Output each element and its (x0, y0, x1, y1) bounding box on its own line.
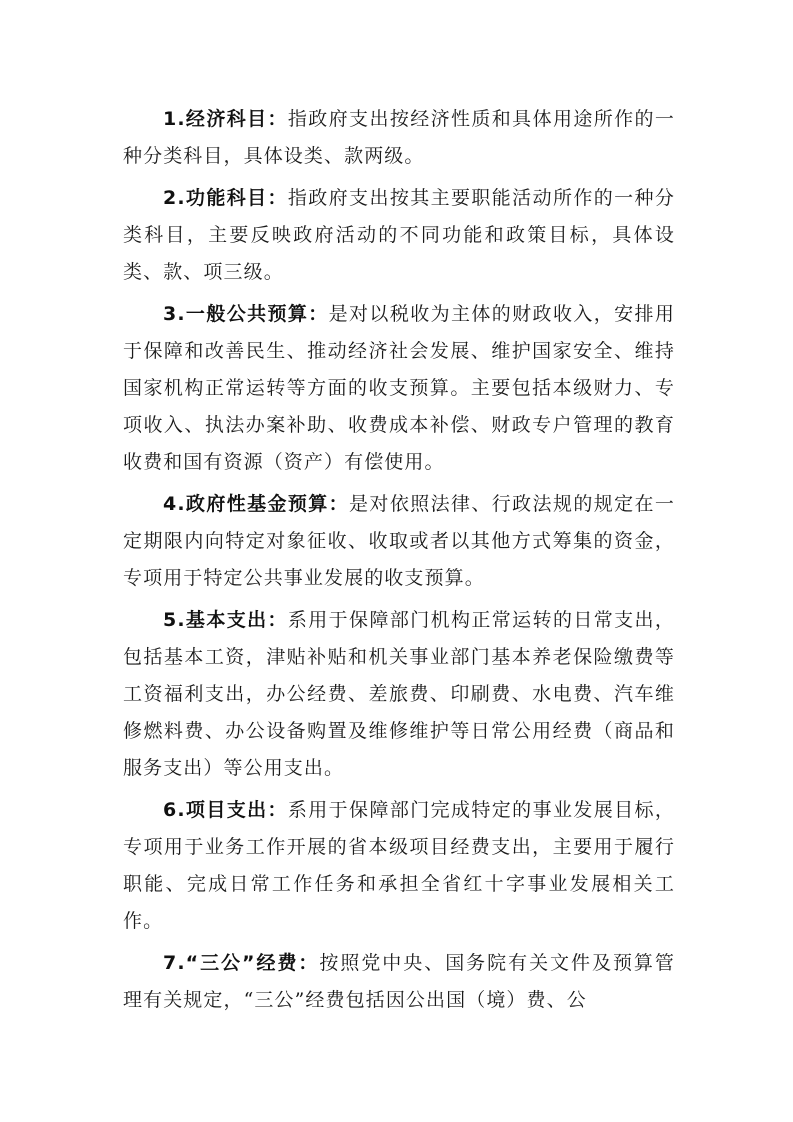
term-project-expenditure: 6.项目支出： (163, 799, 288, 821)
term-government-fund-budget: 4.政府性基金预算： (163, 493, 350, 515)
definition-paragraph-4 (123, 486, 675, 597)
definition-text-7: 按照党中央、国务院有关文件及预算管 理有关规定，“三公”经费包括因公出国（境）费、公 (123, 952, 675, 1011)
definition-text-5: 系用于保障部门机构正常运转的日常支出，包括基本工资，津贴补贴和机关事业部门基本养老保险缴费等工资福利支出，办公经费、差旅费、印刷费、水电费、汽车维修燃料费、办公设备购置及维修维护等日常公用经费（商品和服务支出）等公用支出。 (123, 609, 676, 779)
definition-text-4: 是对依照法律、行政法规的规定在一定期限内向特定对象征收、收取或者以其他方式筹集的资金，专项用于特定公共事业发展的收支预算。 (123, 493, 675, 589)
definition-text-6: 系用于保障部门完成特定的事业发展目标，专项用于业务工作开展的省本级项目经费支出，主要用于履行职能、完成日常工作任务和承担全省红十字事业发展相关工作。 (123, 799, 676, 932)
definition-paragraph-7 (123, 945, 675, 1019)
definition-text-3: 是对以税收为主体的财政收入，安排用于保障和改善民生、推动经济社会发展、维护国家安全、维持国家机构正常运转等方面的收支预算。主要包括本级财力、专项收入、执法办案补助、收费成本补偿、财政专户管理的教育收费和国有资源（资产）有偿使用。 (123, 303, 675, 473)
term-functional-classification: 2.功能科目： (163, 187, 288, 209)
definition-text-2: 指政府支出按其主要职能活动所作的一种分类科目，主要反映政府活动的不同功能和政策目标，具体设类、款、项三级。 (123, 187, 676, 283)
document-body (123, 101, 675, 1024)
definition-paragraph-1 (123, 101, 675, 175)
definition-paragraph-6 (123, 792, 675, 940)
term-general-public-budget: 3.一般公共预算： (163, 303, 329, 325)
definition-text-1: 指政府支出按经济性质和具体用途所作的一种分类科目，具体设类、款两级。 (123, 108, 676, 167)
term-basic-expenditure: 5.基本支出： (163, 609, 288, 631)
term-economic-classification: 1.经济科目： (163, 108, 288, 130)
definition-paragraph-2 (123, 180, 675, 291)
term-three-public-expenses: 7.“三公”经费： (163, 952, 320, 974)
definition-paragraph-5 (123, 602, 675, 787)
definition-paragraph-3 (123, 296, 675, 481)
